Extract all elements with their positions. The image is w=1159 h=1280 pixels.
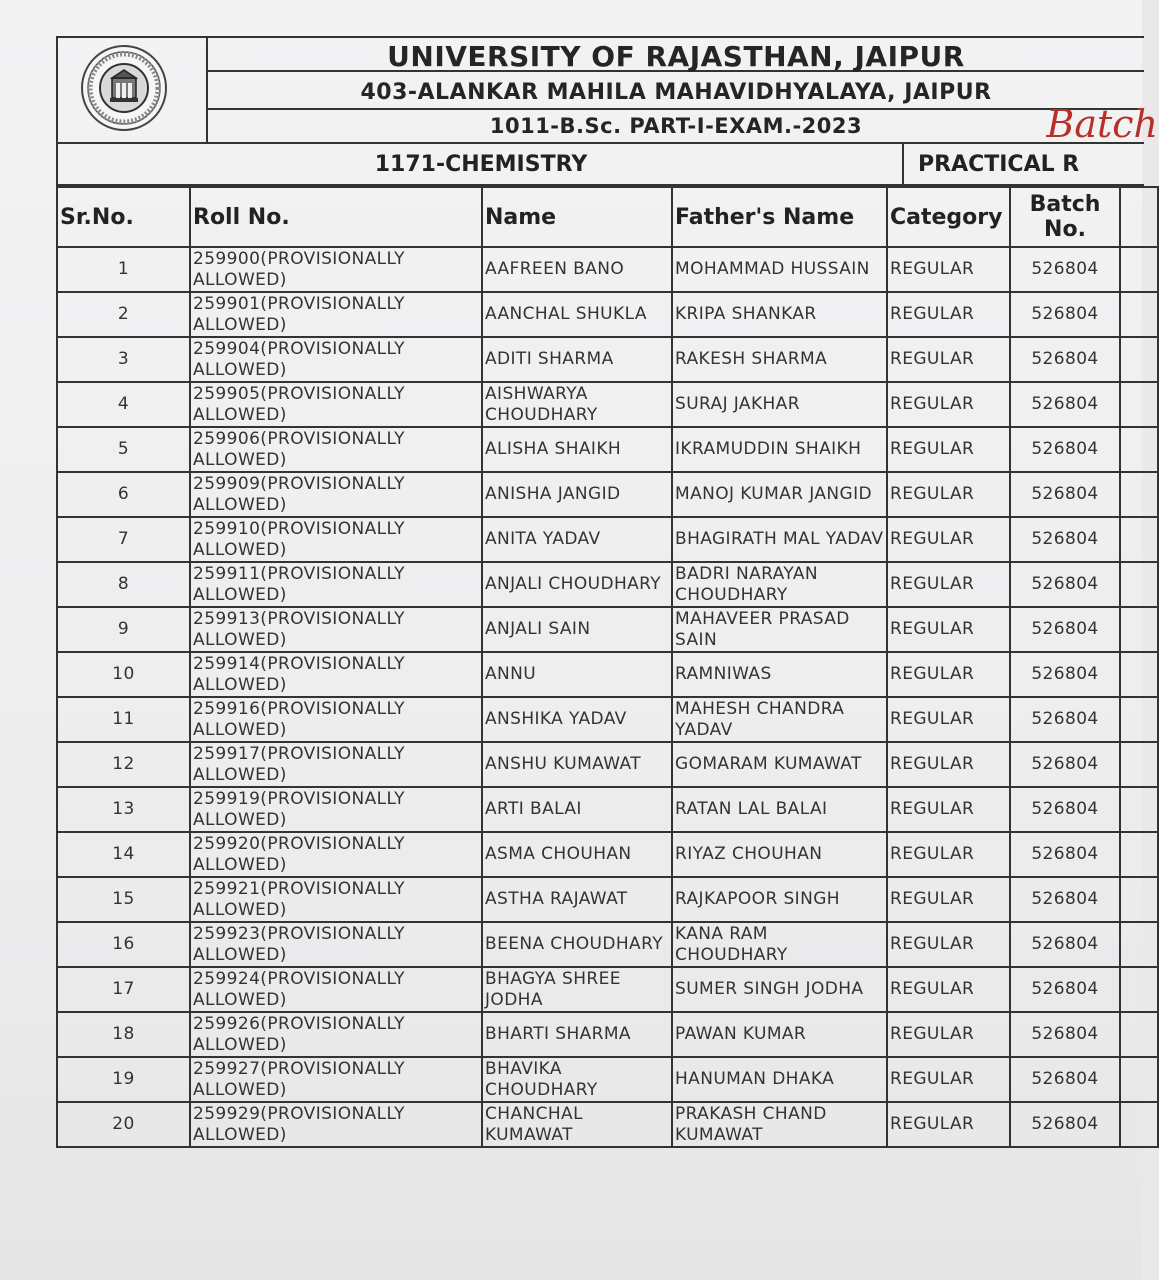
- name-cell: ANSHU KUMAWAT: [482, 742, 672, 787]
- document: [56, 36, 1158, 1148]
- roll-cell: 259901(PROVISIONALLY ALLOWED): [190, 292, 482, 337]
- extra-cell: [1120, 607, 1158, 652]
- batch-cell: 526804: [1010, 922, 1120, 967]
- sr-cell: 5: [58, 427, 190, 472]
- category-cell: REGULAR: [887, 832, 1010, 877]
- extra-cell: [1120, 427, 1158, 472]
- category-cell: REGULAR: [887, 607, 1010, 652]
- category-cell: REGULAR: [887, 652, 1010, 697]
- sr-cell: 16: [58, 922, 190, 967]
- university-seal-icon: [80, 44, 168, 132]
- table-row: [58, 877, 1158, 922]
- father-cell: MAHAVEER PRASAD SAIN: [672, 607, 887, 652]
- father-cell: BADRI NARAYAN CHOUDHARY: [672, 562, 887, 607]
- extra-cell: [1120, 562, 1158, 607]
- name-cell: ADITI SHARMA: [482, 337, 672, 382]
- batch-cell: 526804: [1010, 292, 1120, 337]
- extra-cell: [1120, 337, 1158, 382]
- category-cell: REGULAR: [887, 382, 1010, 427]
- extra-cell: [1120, 247, 1158, 292]
- roll-cell: 259923(PROVISIONALLY ALLOWED): [190, 922, 482, 967]
- roll-cell: 259900(PROVISIONALLY ALLOWED): [190, 247, 482, 292]
- table-row: [58, 337, 1158, 382]
- father-cell: RATAN LAL BALAI: [672, 787, 887, 832]
- table-row: [58, 697, 1158, 742]
- name-cell: ANJALI CHOUDHARY: [482, 562, 672, 607]
- father-cell: SURAJ JAKHAR: [672, 382, 887, 427]
- table-row: [58, 427, 1158, 472]
- extra-cell: [1120, 1102, 1158, 1147]
- name-cell: BHARTI SHARMA: [482, 1012, 672, 1057]
- table-row: [58, 922, 1158, 967]
- father-cell: MANOJ KUMAR JANGID: [672, 472, 887, 517]
- batch-cell: 526804: [1010, 1012, 1120, 1057]
- father-cell: MAHESH CHANDRA YADAV: [672, 697, 887, 742]
- name-cell: ALISHA SHAIKH: [482, 427, 672, 472]
- name-cell: AISHWARYA CHOUDHARY: [482, 382, 672, 427]
- handwritten-note: Batch: [1046, 102, 1158, 146]
- batch-cell: 526804: [1010, 1057, 1120, 1102]
- category-cell: REGULAR: [887, 877, 1010, 922]
- batch-cell: 526804: [1010, 967, 1120, 1012]
- name-cell: AAFREEN BANO: [482, 247, 672, 292]
- category-cell: REGULAR: [887, 1057, 1010, 1102]
- batch-cell: 526804: [1010, 472, 1120, 517]
- name-cell: BHAGYA SHREE JODHA: [482, 967, 672, 1012]
- extra-cell: [1120, 832, 1158, 877]
- name-cell: ANNU: [482, 652, 672, 697]
- roll-cell: 259909(PROVISIONALLY ALLOWED): [190, 472, 482, 517]
- roll-cell: 259920(PROVISIONALLY ALLOWED): [190, 832, 482, 877]
- roll-cell: 259917(PROVISIONALLY ALLOWED): [190, 742, 482, 787]
- batch-cell: 526804: [1010, 832, 1120, 877]
- sr-cell: 12: [58, 742, 190, 787]
- table-row: [58, 517, 1158, 562]
- sr-cell: 3: [58, 337, 190, 382]
- name-cell: ANSHIKA YADAV: [482, 697, 672, 742]
- practical-title: PRACTICAL R: [918, 152, 1080, 177]
- batch-cell: 526804: [1010, 697, 1120, 742]
- table-row: [58, 652, 1158, 697]
- extra-cell: [1120, 472, 1158, 517]
- father-cell: MOHAMMAD HUSSAIN: [672, 247, 887, 292]
- header-divider: [208, 108, 1144, 110]
- category-cell: REGULAR: [887, 922, 1010, 967]
- sr-cell: 15: [58, 877, 190, 922]
- table-row: [58, 247, 1158, 292]
- extra-cell: [1120, 652, 1158, 697]
- subject-bar: [58, 144, 1144, 186]
- table-row: [58, 472, 1158, 517]
- father-cell: IKRAMUDDIN SHAIKH: [672, 427, 887, 472]
- father-cell: BHAGIRATH MAL YADAV: [672, 517, 887, 562]
- sr-cell: 4: [58, 382, 190, 427]
- column-header: Category: [887, 187, 1010, 247]
- name-cell: ANISHA JANGID: [482, 472, 672, 517]
- roll-cell: 259905(PROVISIONALLY ALLOWED): [190, 382, 482, 427]
- student-table: [58, 186, 1159, 1148]
- father-cell: HANUMAN DHAKA: [672, 1057, 887, 1102]
- extra-cell: [1120, 877, 1158, 922]
- extra-cell: [1120, 742, 1158, 787]
- roll-cell: 259929(PROVISIONALLY ALLOWED): [190, 1102, 482, 1147]
- subject-title: 1171-CHEMISTRY: [374, 152, 588, 177]
- table-row: [58, 1102, 1158, 1147]
- table-row: [58, 562, 1158, 607]
- college-title: 403-ALANKAR MAHILA MAHAVIDHYALAYA, JAIPUR: [360, 80, 992, 105]
- table-row: [58, 292, 1158, 337]
- category-cell: REGULAR: [887, 247, 1010, 292]
- batch-cell: 526804: [1010, 877, 1120, 922]
- extra-cell: [1120, 922, 1158, 967]
- category-cell: REGULAR: [887, 742, 1010, 787]
- batch-cell: 526804: [1010, 427, 1120, 472]
- roll-cell: 259924(PROVISIONALLY ALLOWED): [190, 967, 482, 1012]
- category-cell: REGULAR: [887, 517, 1010, 562]
- sr-cell: 10: [58, 652, 190, 697]
- extra-cell: [1120, 382, 1158, 427]
- table-row: [58, 832, 1158, 877]
- column-header: Batch No.: [1010, 187, 1120, 247]
- table-body: [58, 247, 1158, 1147]
- roll-cell: 259904(PROVISIONALLY ALLOWED): [190, 337, 482, 382]
- batch-cell: 526804: [1010, 562, 1120, 607]
- extra-cell: [1120, 697, 1158, 742]
- category-cell: REGULAR: [887, 292, 1010, 337]
- category-cell: REGULAR: [887, 1012, 1010, 1057]
- extra-cell: [1120, 1057, 1158, 1102]
- roll-cell: 259911(PROVISIONALLY ALLOWED): [190, 562, 482, 607]
- category-cell: REGULAR: [887, 787, 1010, 832]
- batch-cell: 526804: [1010, 1102, 1120, 1147]
- extra-cell: [1120, 517, 1158, 562]
- extra-cell: [1120, 787, 1158, 832]
- sr-cell: 9: [58, 607, 190, 652]
- category-cell: REGULAR: [887, 967, 1010, 1012]
- university-title: UNIVERSITY OF RAJASTHAN, JAIPUR: [387, 40, 965, 73]
- roll-cell: 259919(PROVISIONALLY ALLOWED): [190, 787, 482, 832]
- father-cell: PRAKASH CHAND KUMAWAT: [672, 1102, 887, 1147]
- batch-cell: 526804: [1010, 337, 1120, 382]
- table-row: [58, 607, 1158, 652]
- extra-cell: [1120, 292, 1158, 337]
- sr-cell: 11: [58, 697, 190, 742]
- sr-cell: 20: [58, 1102, 190, 1147]
- father-cell: RAKESH SHARMA: [672, 337, 887, 382]
- sr-cell: 2: [58, 292, 190, 337]
- sr-cell: 18: [58, 1012, 190, 1057]
- name-cell: CHANCHAL KUMAWAT: [482, 1102, 672, 1147]
- roll-cell: 259921(PROVISIONALLY ALLOWED): [190, 877, 482, 922]
- column-header: Roll No.: [190, 187, 482, 247]
- father-cell: RIYAZ CHOUHAN: [672, 832, 887, 877]
- father-cell: PAWAN KUMAR: [672, 1012, 887, 1057]
- category-cell: REGULAR: [887, 337, 1010, 382]
- father-cell: KRIPA SHANKAR: [672, 292, 887, 337]
- name-cell: ARTI BALAI: [482, 787, 672, 832]
- roll-cell: 259906(PROVISIONALLY ALLOWED): [190, 427, 482, 472]
- sr-cell: 6: [58, 472, 190, 517]
- father-cell: RAJKAPOOR SINGH: [672, 877, 887, 922]
- roll-cell: 259916(PROVISIONALLY ALLOWED): [190, 697, 482, 742]
- batch-cell: 526804: [1010, 742, 1120, 787]
- father-cell: GOMARAM KUMAWAT: [672, 742, 887, 787]
- column-header: Name: [482, 187, 672, 247]
- table-row: [58, 1012, 1158, 1057]
- father-cell: KANA RAM CHOUDHARY: [672, 922, 887, 967]
- father-cell: RAMNIWAS: [672, 652, 887, 697]
- category-cell: REGULAR: [887, 697, 1010, 742]
- table-row: [58, 742, 1158, 787]
- name-cell: ANJALI SAIN: [482, 607, 672, 652]
- father-cell: SUMER SINGH JODHA: [672, 967, 887, 1012]
- name-cell: BEENA CHOUDHARY: [482, 922, 672, 967]
- category-cell: REGULAR: [887, 472, 1010, 517]
- batch-cell: 526804: [1010, 247, 1120, 292]
- document-header: [58, 36, 1158, 146]
- column-header: Sr.No.: [58, 187, 190, 247]
- name-cell: AANCHAL SHUKLA: [482, 292, 672, 337]
- table-row: [58, 967, 1158, 1012]
- table-row: [58, 1057, 1158, 1102]
- logo-box: [58, 38, 208, 142]
- extra-cell: [1120, 1012, 1158, 1057]
- batch-cell: 526804: [1010, 517, 1120, 562]
- category-cell: REGULAR: [887, 1102, 1010, 1147]
- exam-title: 1011-B.Sc. PART-I-EXAM.-2023: [489, 114, 863, 138]
- sr-cell: 17: [58, 967, 190, 1012]
- sr-cell: 1: [58, 247, 190, 292]
- roll-cell: 259913(PROVISIONALLY ALLOWED): [190, 607, 482, 652]
- batch-cell: 526804: [1010, 787, 1120, 832]
- batch-cell: 526804: [1010, 652, 1120, 697]
- roll-cell: 259914(PROVISIONALLY ALLOWED): [190, 652, 482, 697]
- table-row: [58, 382, 1158, 427]
- roll-cell: 259926(PROVISIONALLY ALLOWED): [190, 1012, 482, 1057]
- extra-cell: [1120, 967, 1158, 1012]
- subject-divider: [902, 144, 904, 184]
- batch-cell: 526804: [1010, 382, 1120, 427]
- sr-cell: 8: [58, 562, 190, 607]
- category-cell: REGULAR: [887, 562, 1010, 607]
- sr-cell: 7: [58, 517, 190, 562]
- name-cell: ANITA YADAV: [482, 517, 672, 562]
- roll-cell: 259927(PROVISIONALLY ALLOWED): [190, 1057, 482, 1102]
- table-header-row: [58, 187, 1158, 247]
- name-cell: ASMA CHOUHAN: [482, 832, 672, 877]
- column-header-extra: [1120, 187, 1158, 247]
- roll-cell: 259910(PROVISIONALLY ALLOWED): [190, 517, 482, 562]
- category-cell: REGULAR: [887, 427, 1010, 472]
- table-row: [58, 787, 1158, 832]
- name-cell: BHAVIKA CHOUDHARY: [482, 1057, 672, 1102]
- column-header: Father's Name: [672, 187, 887, 247]
- sr-cell: 19: [58, 1057, 190, 1102]
- sr-cell: 14: [58, 832, 190, 877]
- name-cell: ASTHA RAJAWAT: [482, 877, 672, 922]
- sr-cell: 13: [58, 787, 190, 832]
- batch-cell: 526804: [1010, 607, 1120, 652]
